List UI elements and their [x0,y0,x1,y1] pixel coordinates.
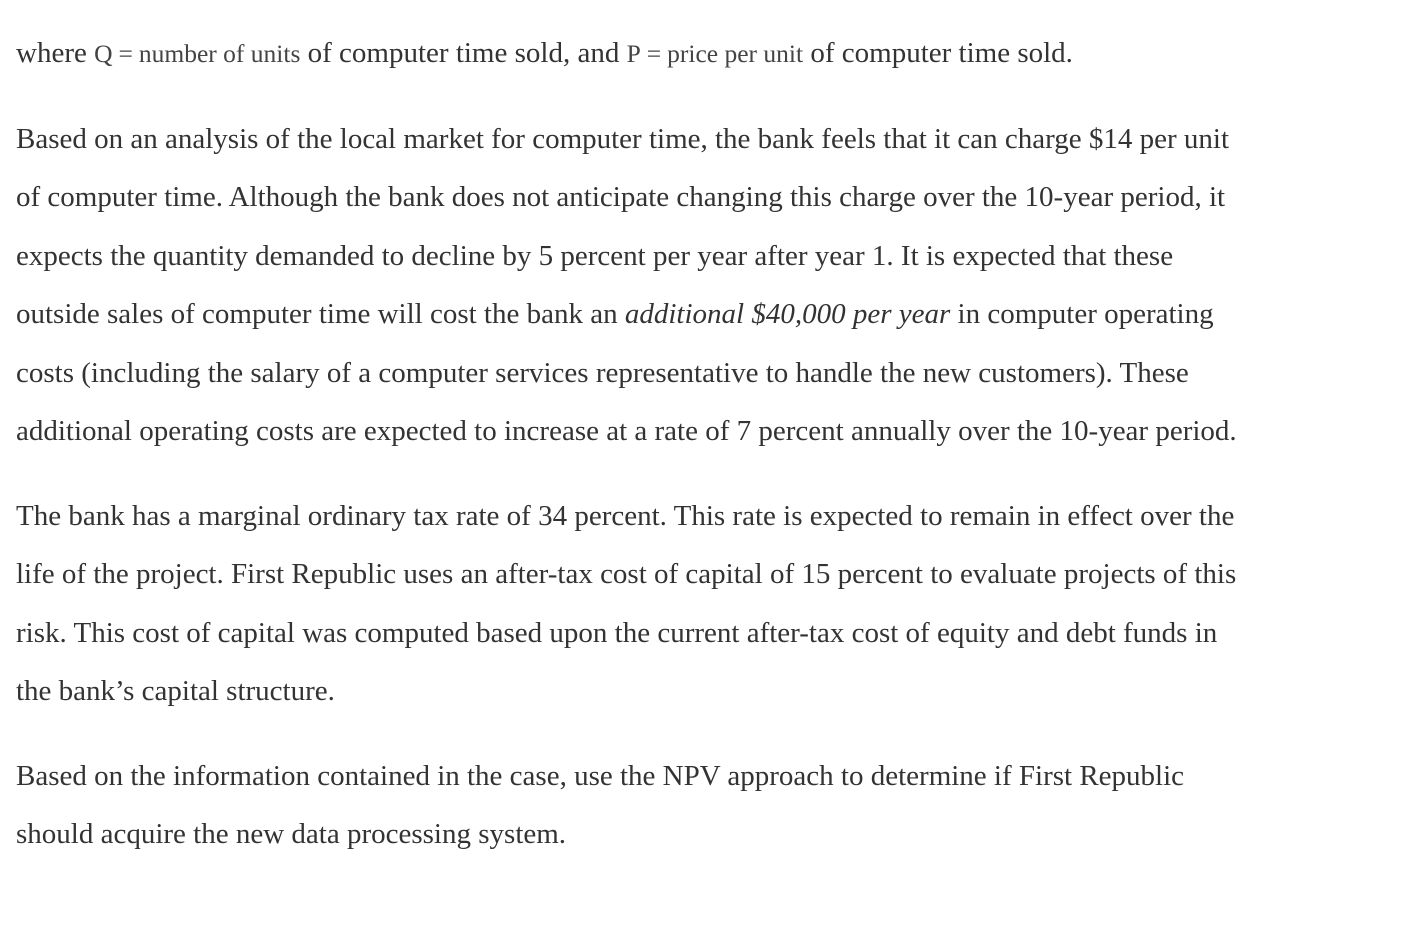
paragraph-line: risk. This cost of capital was computed based upon the current after-tax cost of equity and debt funds in [16,616,1218,649]
paragraph-line: additional operating costs are expected to increase at a rate of 7 percent annually over the 10-year period. [16,415,1237,447]
formula-text-middle: of computer time sold, and [300,37,627,69]
formula-text-where: where [16,37,95,69]
paragraph-line: the bank’s capital structure. [16,675,335,707]
equals-sign: = [646,39,662,68]
paragraph-line: The bank has a marginal ordinary tax rate of 34 percent. This rate is expected to remain in effect over the [16,499,1235,532]
paragraph-line: expects the quantity demanded to decline by 5 percent per year after year 1. It is expected that these [16,239,1174,272]
paragraph-line [16,285,1396,344]
paragraph-line: of computer time. Although the bank does not anticipate changing this charge over the 10-year period, it [16,181,1226,213]
variable-p: P [626,39,641,68]
p-definition: price per unit [667,39,804,68]
line-text: in computer operating [950,298,1214,330]
formula-math-q [94,39,300,68]
formula-math-p [627,39,804,68]
line-text: outside sales of computer time will cost the bank an [16,298,625,330]
variable-q: Q [94,39,113,68]
equals-sign: = [118,39,133,68]
q-definition: number of units [138,39,301,68]
paragraph-pricing [16,110,1396,461]
document-body [16,0,1396,864]
paragraph-tax [16,487,1396,721]
formula-line [16,24,1396,84]
paragraph-line: life of the project. First Republic uses an after-tax cost of capital of 15 percent to evaluate projects of this [16,558,1237,590]
paragraph-line: should acquire the new data processing system. [16,818,567,850]
emphasized-cost: additional $40,000 per year [624,298,951,330]
paragraph-line: Based on an analysis of the local market for computer time, the bank feels that it can charge $14 per unit [16,122,1230,155]
paragraph-line: Based on the information contained in the case, use the NPV approach to determine if First Republic [16,759,1185,792]
formula-text-end: of computer time sold. [803,37,1073,69]
paragraph-question [16,747,1396,864]
paragraph-line: costs (including the salary of a computer services representative to handle the new customers). These [16,356,1189,389]
